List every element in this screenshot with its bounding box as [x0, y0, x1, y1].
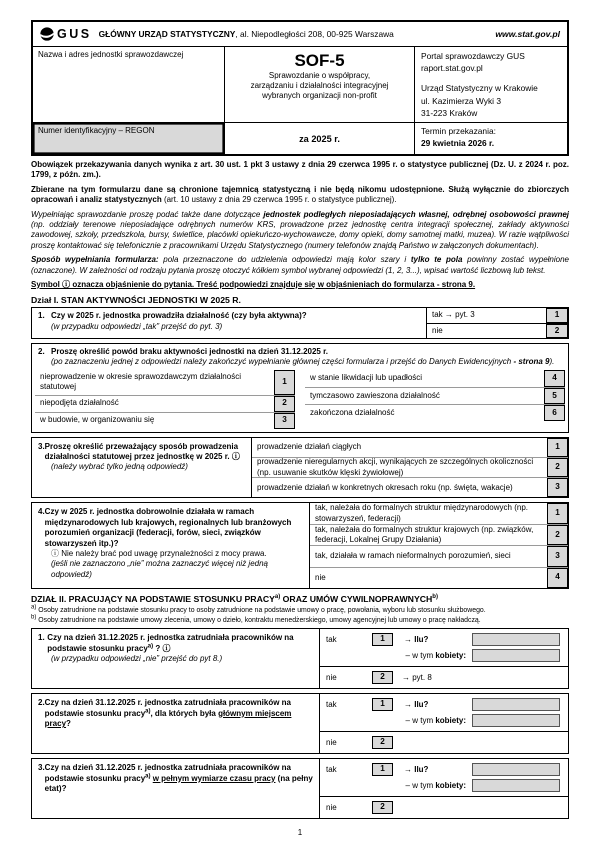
d2-q3-women-label: – w tym kobiety: — [405, 780, 466, 790]
option-row: w budowie, w organizowaniu się 3 — [35, 412, 295, 429]
d2-q1-number: 1. — [38, 633, 45, 643]
d2-q2-answers — [320, 694, 568, 753]
confidentiality-paragraph: Zbierane na tym formularzu dane są chronione tajemnicą statystyczną i nie będą nikomu udostępnione. Służą wyłącznie do zbiorczych opracowań i analiz statystycznych (art. 10 ustawy z dnia 29 czerwca 1995 r. o statystyce publicznej). — [31, 184, 569, 205]
website-link[interactable]: www.stat.gov.pl — [495, 29, 560, 39]
option-row: prowadzenie działań w konkretnych okresach roku (np. święta, wakacje) 3 — [252, 477, 568, 497]
gus-logo — [40, 27, 92, 41]
d2-q2-yes-label: tak — [326, 699, 337, 709]
d2-q2-count-input[interactable] — [472, 698, 560, 711]
d2-q2-yes-code[interactable]: 1 — [372, 698, 393, 711]
d2-q1-women-label: – w tym kobiety: — [405, 650, 466, 660]
d2-question-2 — [31, 693, 569, 754]
d1-q4-number: 4. — [38, 507, 45, 517]
d2-q2-women-count-input[interactable] — [472, 714, 560, 727]
d1-q3-options — [252, 438, 568, 498]
d2-q2-text-block — [32, 694, 320, 753]
d1-q4-option1-code[interactable]: 1 — [547, 503, 568, 523]
regon-input-field[interactable] — [33, 123, 225, 154]
option-row: tak, należała do formalnych struktur międzynarodowych (np. stowarzyszeń, federacji) 1 — [310, 503, 568, 523]
d2-q3-count-input[interactable] — [472, 763, 560, 776]
d2-q2-no-section — [320, 731, 568, 753]
form-code: SOF-5 — [294, 51, 345, 70]
d2-q3-text-block — [32, 759, 320, 818]
d2-q1-count-input[interactable] — [472, 633, 560, 646]
d1-q1-answer-no-row — [427, 323, 568, 338]
deadline-label: Termin przekazania: — [421, 126, 496, 136]
d1-q4-option2-code[interactable]: 2 — [547, 525, 568, 545]
d1-q2-number: 2. — [38, 347, 45, 357]
option-row: tak, należała do formalnych struktur krajowych (np. związków, federacji, Lokalnej Grupy Działania) 2 — [310, 524, 568, 545]
gus-logo-icon — [40, 27, 54, 41]
d1-q1-answer-yes-code[interactable]: 1 — [546, 308, 568, 322]
portal-line1: Portal sprawozdawczy GUS — [421, 51, 525, 61]
d1-q2-option1-code[interactable]: 1 — [274, 370, 295, 395]
unit-name-label: Nazwa i adres jednostki sprawozdawczej — [38, 50, 184, 59]
d2-q2-text: Czy na dzień 31.12.2025 r. jednostka zatrudniała pracowników na podstawie stosunku pracy$^{a)}$, dla których była głównym miejscem pracy? — [44, 698, 292, 729]
portal-line2[interactable]: raport.stat.gov.pl — [421, 63, 483, 74]
section2-footnotes — [31, 606, 569, 625]
d2-q3-number: 3. — [38, 763, 45, 773]
section2-title: DZIAŁ II. PRACUJĄCY NA PODSTAWIE STOSUNKU PRACY$^{a)}$ ORAZ UMÓW CYWILNOPRAWNYCH$^{b)}$ — [31, 593, 438, 604]
gus-logo-text: GUS — [57, 27, 92, 41]
d2-q1-yes-code[interactable]: 1 — [372, 633, 393, 646]
d1-q1-answers — [426, 308, 568, 338]
d1-q1-text: Czy w 2025 r. jednostka prowadziła działalność (czy była aktywna)? — [51, 311, 307, 321]
section1-title: Dział I. STAN AKTYWNOŚCI JEDNOSTKI W 2025 R. — [31, 295, 241, 306]
regon-label: Numer identyfikacyjny – REGON — [38, 126, 155, 135]
option-row: nie 4 — [310, 567, 568, 588]
d1-q4-hint: ⓘ Nie należy brać pod uwagę przynależności z mocy prawa. — [51, 548, 267, 558]
d1-q2-option3-code[interactable]: 3 — [274, 413, 295, 429]
legal-obligation-paragraph: Obowiązek przekazywania danych wynika z art. 30 ust. 1 pkt 3 ustawy z dnia 29 czerwca 1995 r. o statystyce publicznej (Dz. U. z 2024 r. poz. 1799, z późn. zm.). — [31, 160, 569, 180]
option-row: niepodjęta działalność 2 — [35, 395, 295, 412]
d1-q2-option5-code[interactable]: 5 — [544, 388, 565, 404]
d1-q1-answer-no-code[interactable]: 2 — [546, 324, 568, 338]
d1-q2-text-block — [32, 344, 568, 370]
d2-q1-how-many-label: → Ilu? — [404, 634, 429, 644]
option-row: w stanie likwidacji lub upadłości 4 — [305, 370, 565, 387]
d2-q2-number: 2. — [38, 698, 45, 708]
d2-q2-no-code[interactable]: 2 — [372, 736, 393, 749]
d1-q4-note: (jeśli nie zaznaczono „nie” można zaznaczyć więcej niż jedną odpowiedź) — [51, 559, 268, 579]
d2-q3-yes-label: tak — [326, 764, 337, 774]
d1-question-2 — [31, 343, 569, 433]
d1-q3-number: 3. — [38, 441, 45, 451]
portal-office-block — [415, 47, 567, 123]
d2-q1-no-code[interactable]: 2 — [372, 671, 393, 684]
fill-instructions-paragraph: Sposób wypełniania formularza: pola przeznaczone do udzielenia odpowiedzi mają kolor szary i tylko te pola powinny zostać wypełnione (oznaczone). W zależności od rodzaju pytania proszę otoczyć kółkiem symbol wybranej odpowiedzi (1, 2, 3...), wpisać wartość liczbową lub tekst. — [31, 255, 570, 275]
d2-q1-note: (w przypadku odpowiedzi „nie” przejść do pyt 8.) — [51, 654, 223, 664]
d1-q3-option2-code[interactable]: 2 — [547, 458, 568, 477]
d2-q3-no-code[interactable]: 2 — [372, 801, 393, 814]
d2-question-3 — [31, 758, 569, 819]
option-row: nieprowadzenie w okresie sprawozdawczym działalności statutowej 1 — [35, 370, 295, 395]
d1-q1-note: (w przypadku odpowiedzi „tak” przejść do pyt. 3) — [51, 321, 223, 331]
d1-q2-options-left — [35, 370, 295, 429]
deadline-block — [415, 123, 567, 154]
d1-q1-answer-no-label: nie — [432, 325, 443, 335]
d2-q1-goto-label: → pyt. 8 — [402, 672, 432, 682]
option-row: prowadzenie działań ciągłych 1 — [252, 438, 568, 457]
option-row: prowadzenie nieregularnych akcji, wynikających ze szczególnych okoliczności (np. usuwanie skutków klęski żywiołowej) 2 — [252, 457, 568, 477]
d2-q2-women-label: – w tym kobiety: — [405, 715, 466, 725]
d2-q2-how-many-label: → Ilu? — [404, 699, 429, 709]
d2-q3-yes-section — [320, 759, 568, 796]
d1-q2-text: Proszę określić powód braku aktywności jednostki na dzień 31.12.2025 r. — [51, 347, 328, 357]
office-line1: Urząd Statystyczny w Krakowie — [421, 83, 538, 94]
footnote-b: $^{b)}$ Osoby zatrudnione na podstawie umowy zlecenia, umowy o dzieło, kontraktu menedżerskiego, umowy agencyjnej lub umowy o pracę nakładczą. — [31, 614, 481, 624]
d2-q2-yes-section — [320, 694, 568, 731]
reporting-period: za 2025 r. — [225, 123, 415, 154]
org-name-address — [99, 29, 394, 39]
header-top-strip — [33, 22, 567, 47]
d1-q4-text: Czy w 2025 r. jednostka dobrowolnie działała w ramach międzynarodowych lub krajowych, regionalnych lub branżowych porozumień organizacji (federacji, forów, sieci, związków stowarzyszeń itp.)? — [44, 507, 292, 548]
d1-q1-answer-yes-label: tak → pyt. 3 — [432, 310, 475, 320]
intro-paragraphs — [31, 160, 569, 290]
page-number: 1 — [297, 828, 303, 838]
org-name: GŁÓWNY URZĄD STATYSTYCZNY — [98, 29, 236, 39]
d1-q3-text-block — [32, 438, 252, 498]
d2-q3-no-section — [320, 796, 568, 818]
d1-q2-option4-code[interactable]: 4 — [544, 370, 565, 387]
d1-q1-text-block — [32, 308, 426, 338]
d2-q1-text: Czy na dzień 31.12.2025 r. jednostka zatrudniała pracowników na podstawie stosunku pracy$^{a)}$ ? ⓘ — [47, 633, 294, 653]
d2-q1-yes-section — [320, 629, 568, 666]
d2-question-1 — [31, 628, 569, 689]
d2-q3-how-many-label: → Ilu? — [404, 764, 429, 774]
d1-question-4 — [31, 502, 569, 589]
d1-q3-option1-code[interactable]: 1 — [547, 438, 568, 457]
d1-q3-note: (należy wybrać tylko jedną odpowiedź) — [51, 462, 188, 472]
d1-q3-text: Proszę określić przeważający sposób prowadzenia działalności statutowej przez jednostkę w 2025 r. ⓘ — [44, 441, 240, 462]
d2-q1-no-label: nie — [326, 672, 337, 682]
d1-q4-option4-code[interactable]: 4 — [547, 568, 568, 588]
subordinate-units-paragraph: Wypełniając sprawozdanie proszę podać także dane dotyczące jednostek podległych nieposiadających własnej, odrębnej osobowości prawnej (np. oddziały terenowe nieposiadające odrębnych numerów KRS, prowadzone przez jednostkę centra integracji społecznej, zakłady aktywności zawodowej, szkoły, przedszkola, bursy, świetlice, placówki opiekuńczo-wychowawcze, domy opieki, domy samotnej matki, muzea). W razie wątpliwości proszę kontaktować się telefonicznie z pracownikami Urzędu Statystycznego (numery telefonów znajdą Państwo w załączonych dokumentach). — [31, 209, 570, 250]
d2-q3-text: Czy na dzień 31.12.2025 r. jednostka zatrudniała pracowników na podstawie stosunku pracy$^{a)}$ w pełnym wymiarze czasu pracy (na pełny etat)? — [44, 763, 313, 794]
footnote-a: $^{a)}$ Osoby zatrudnione na podstawie stosunku pracy to osoby zatrudnione na podstawie umowy o pracę, powołania, wyboru lub stosunku służbowego. — [31, 604, 486, 614]
d1-q1-number: 1. — [38, 311, 45, 321]
d1-q2-note: (po zaznaczeniu jednej z odpowiedzi należy zakończyć wypełnianie głównej części formularza i przejść do Danych Ewidencyjnych - strona 9). — [51, 357, 555, 367]
option-row: tak, działała w ramach nieformalnych porozumień, sieci 3 — [310, 545, 568, 566]
option-row: zakończona działalność 6 — [305, 404, 565, 421]
org-address: , al. Niepodległości 208, 00-925 Warszawa — [235, 29, 394, 39]
symbol-explanation-paragraph: Symbol ⓘ oznacza objaśnienie do pytania. Treść podpowiedzi znajduje się w objaśnieniach do formularza - strona 9. — [31, 279, 476, 289]
d2-q1-no-section — [320, 666, 568, 688]
d2-q1-answers — [320, 629, 568, 688]
d2-q1-women-count-input[interactable] — [472, 649, 560, 662]
d1-q2-options-right — [305, 370, 565, 429]
deadline-value: 29 kwietnia 2026 r. — [421, 137, 495, 148]
d2-q1-text-block — [32, 629, 320, 688]
d1-q1-answer-yes-row — [427, 308, 568, 322]
d2-q3-no-label: nie — [326, 802, 337, 812]
form-subtitle: Sprawozdanie o współpracy, zarządzaniu i działalności integracyjnej wybranych organizacji non-profit — [250, 70, 389, 101]
d1-question-3 — [31, 437, 569, 499]
form-title-block — [225, 47, 415, 123]
d1-q3-option3-code[interactable]: 3 — [547, 478, 568, 497]
d1-q4-options — [310, 503, 568, 588]
d1-q2-options — [32, 370, 568, 432]
office-line3: 31-223 Kraków — [421, 107, 478, 118]
d2-q3-yes-code[interactable]: 1 — [372, 763, 393, 776]
option-row: tymczasowo zawieszona działalność 5 — [305, 387, 565, 404]
d2-q2-no-label: nie — [326, 737, 337, 747]
form-header — [31, 20, 569, 156]
d1-q4-option3-code[interactable]: 3 — [547, 546, 568, 566]
d2-q1-yes-label: tak — [326, 634, 337, 644]
unit-name-address-field[interactable] — [33, 47, 225, 123]
d1-q2-option6-code[interactable]: 6 — [544, 405, 565, 421]
d2-q3-women-count-input[interactable] — [472, 779, 560, 792]
d1-question-1 — [31, 307, 569, 339]
d1-q2-option2-code[interactable]: 2 — [274, 396, 295, 412]
office-line2: ul. Kazimierza Wyki 3 — [421, 95, 501, 106]
d1-q4-text-block — [32, 503, 310, 588]
d2-q3-answers — [320, 759, 568, 818]
